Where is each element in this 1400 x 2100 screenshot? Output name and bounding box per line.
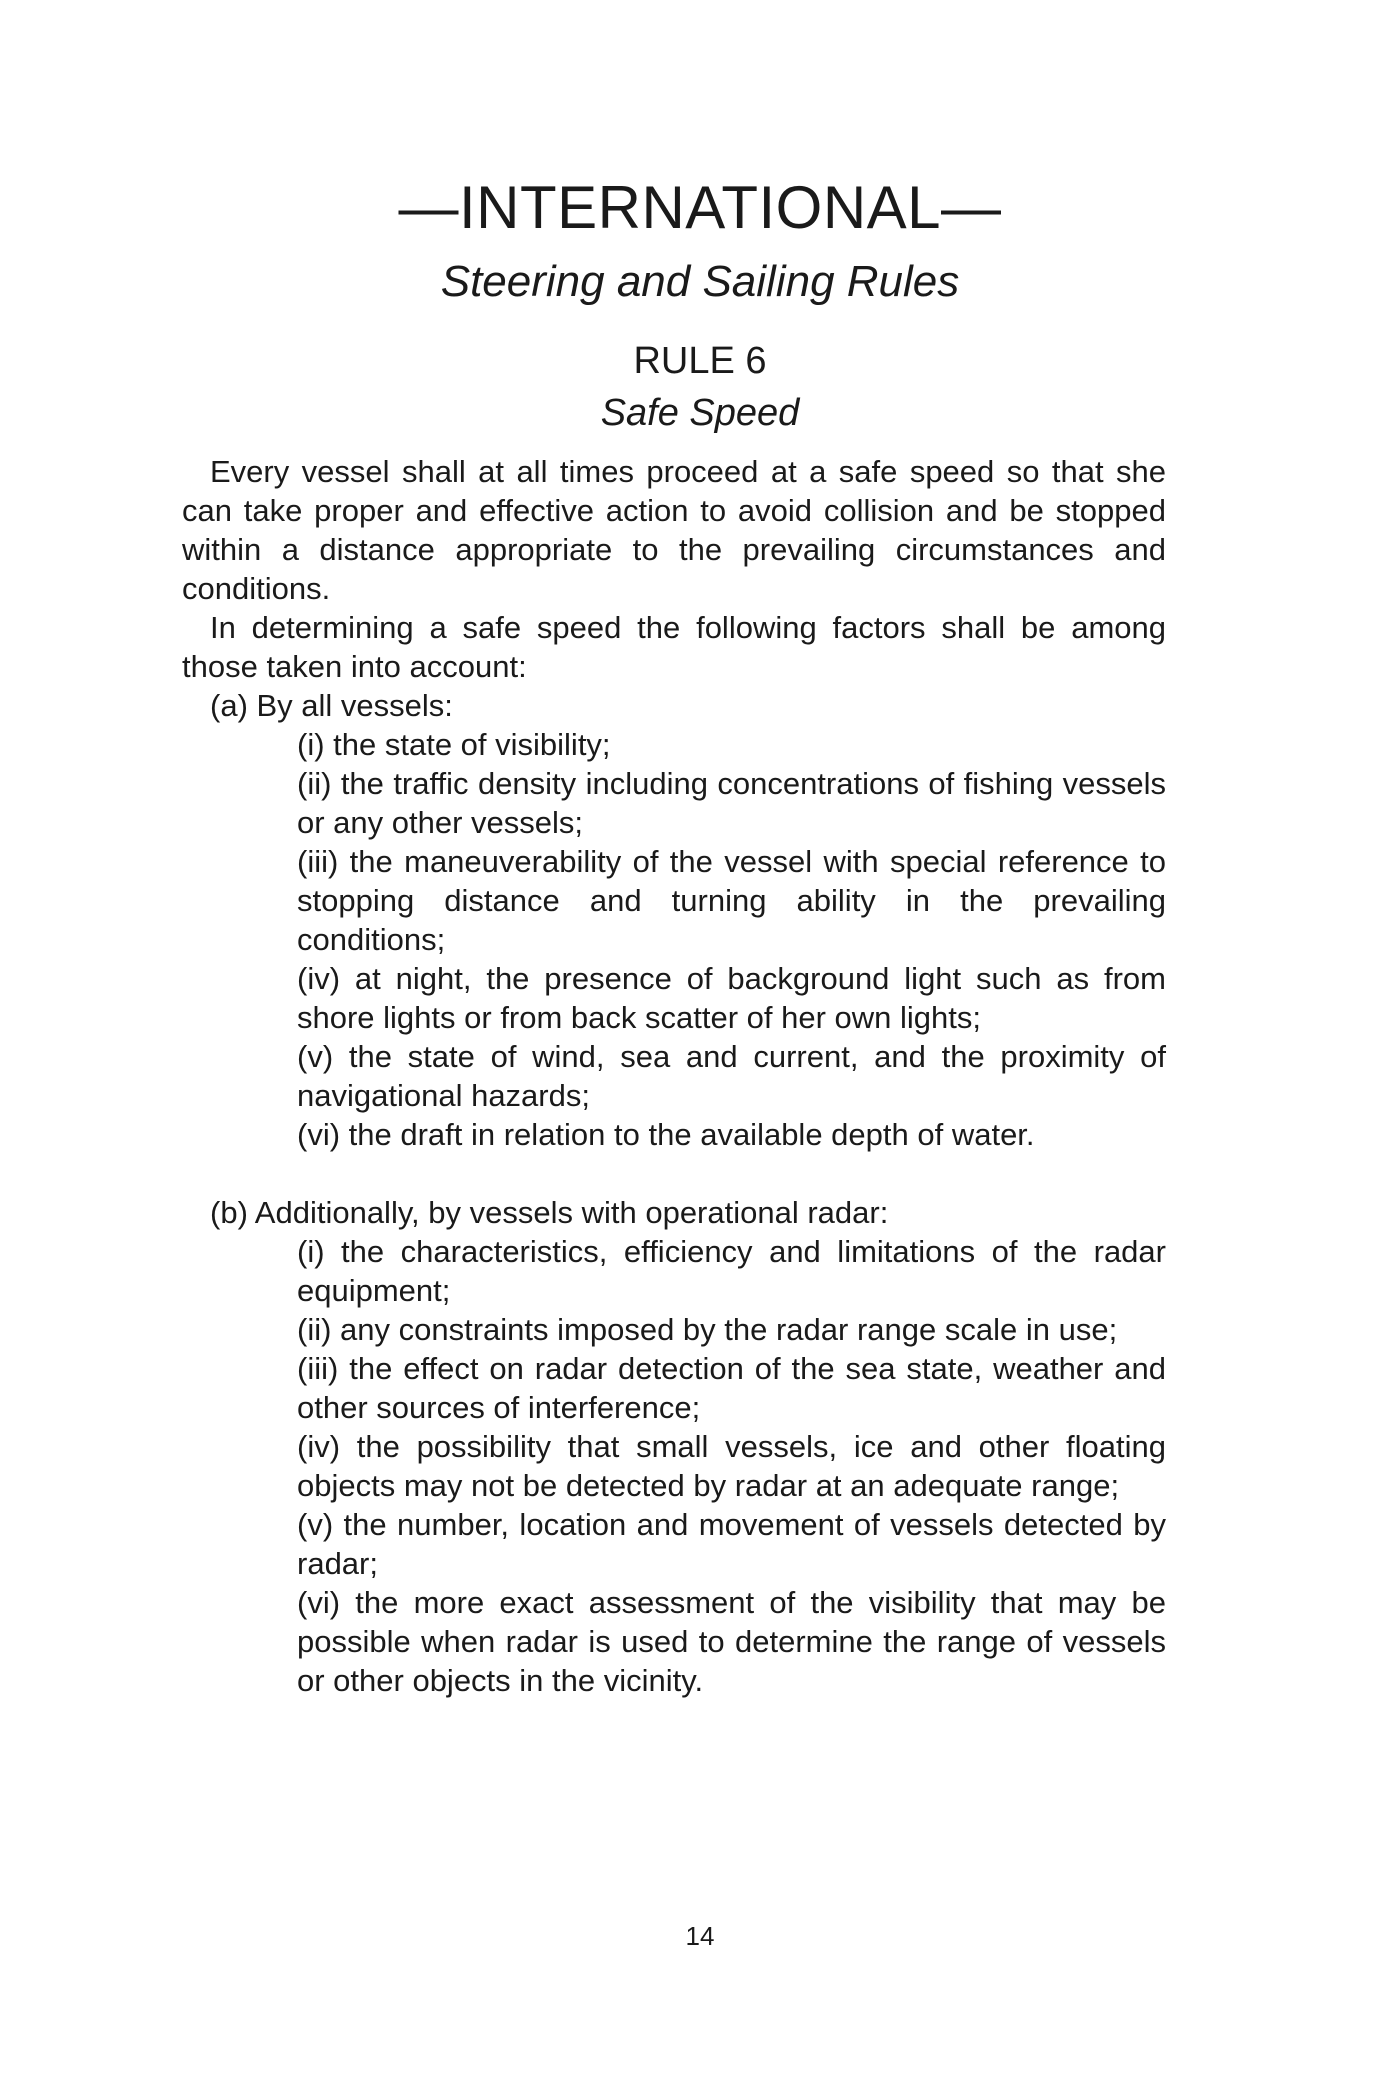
section-a-list [182, 725, 1166, 1154]
section-spacer [182, 1154, 1166, 1193]
list-item: (i) the characteristics, efficiency and limitations of the radar equipment; [297, 1234, 1166, 1308]
list-item: (iv) at night, the presence of background light such as from shore lights or from back scatter of her own lights; [297, 961, 1166, 1035]
page-number: 14 [685, 1921, 715, 1951]
section-b-heading: (b) Additionally, by vessels with operational radar: [210, 1195, 889, 1230]
rule-body [182, 452, 1166, 1700]
list-item: (iii) the effect on radar detection of the sea state, weather and other sources of interference; [297, 1351, 1166, 1425]
section-b-list [182, 1232, 1166, 1700]
list-item: (i) the state of visibility; [297, 727, 611, 762]
paragraph-factors: In determining a safe speed the following factors shall be among those taken into account: [182, 610, 1166, 684]
paragraph-intro: Every vessel shall at all times proceed at a safe speed so that she can take proper and effective action to avoid collision and be stopped within a distance appropriate to the prevailing circumstances and conditions. [182, 454, 1166, 606]
list-item: (v) the number, location and movement of vessels detected by radar; [297, 1507, 1166, 1581]
list-item: (vi) the draft in relation to the available depth of water. [297, 1117, 1035, 1152]
page-title: —INTERNATIONAL— [398, 174, 1002, 241]
list-item: (iv) the possibility that small vessels, ice and other floating objects may not be detected by radar at an adequate range; [297, 1429, 1166, 1503]
rule-title: Safe Speed [600, 392, 800, 434]
list-item: (v) the state of wind, sea and current, and the proximity of navigational hazards; [297, 1039, 1166, 1113]
section-a-heading: (a) By all vessels: [210, 688, 453, 723]
list-item: (vi) the more exact assessment of the visibility that may be possible when radar is used to determine the range of vessels or other objects in the vicinity. [297, 1585, 1166, 1698]
page-header [0, 172, 1400, 310]
list-item: (iii) the maneuverability of the vessel with special reference to stopping distance and turning ability in the prevailing conditions; [297, 844, 1166, 957]
rule-heading [0, 338, 1400, 436]
rule-number: RULE 6 [633, 340, 767, 382]
page-subtitle: Steering and Sailing Rules [440, 257, 960, 306]
list-item: (ii) any constraints imposed by the radar range scale in use; [297, 1312, 1118, 1347]
list-item: (ii) the traffic density including concentrations of fishing vessels or any other vessels; [297, 766, 1166, 840]
